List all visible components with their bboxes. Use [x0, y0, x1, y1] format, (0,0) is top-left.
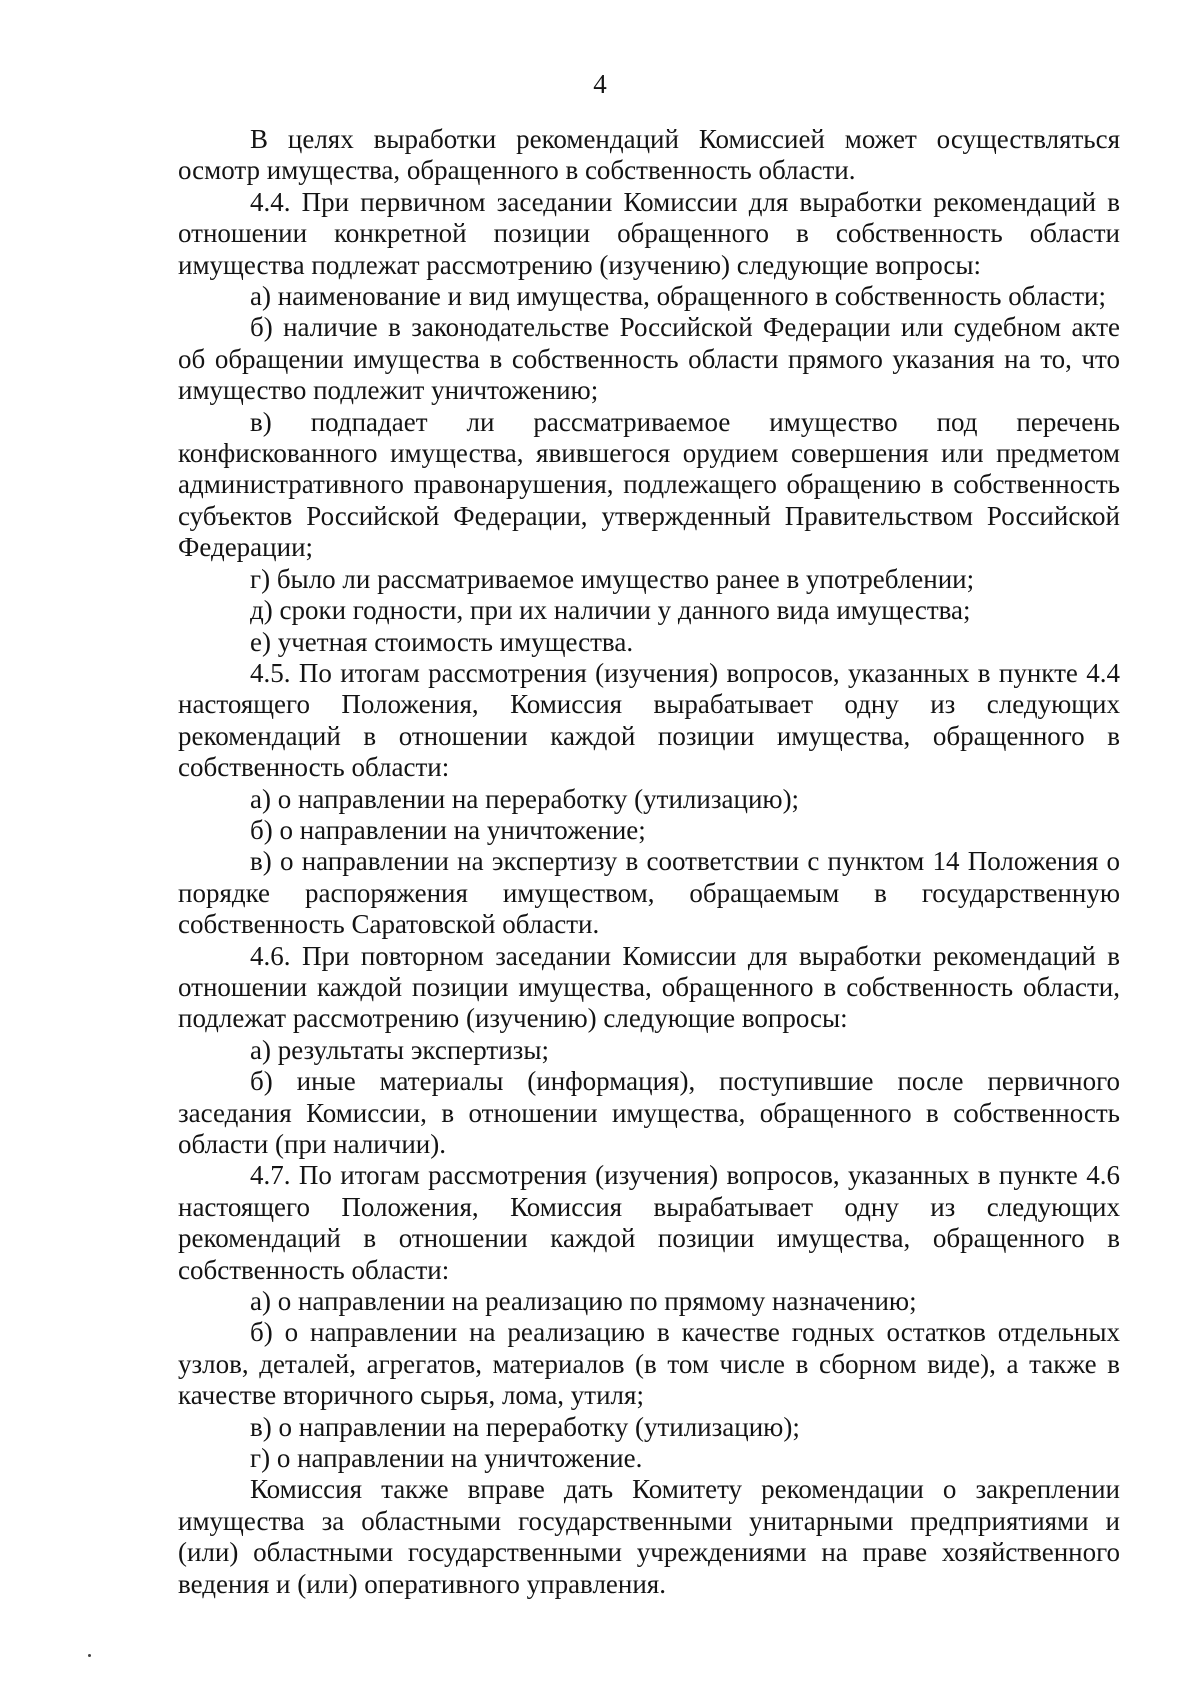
paragraph-4-4: 4.4. При первичном заседании Комиссии для выработки рекомендаций в отношении конкретной позиции обращенного в собственность области имущества подлежат рассмотрению (изучению) следующие вопросы: [178, 186, 1120, 280]
list-item-4-7-b: б) о направлении на реализацию в качестве годных остатков отдельных узлов, деталей, агрегатов, материалов (в том числе в сборном виде), а также в качестве вторичного сырья, лома, утиля; [178, 1317, 1120, 1411]
page-number: 4 [593, 69, 607, 99]
list-item-4-6-a: а) результаты экспертизы; [250, 1034, 549, 1065]
paragraph-4-6: 4.6. При повторном заседании Комиссии для выработки рекомендаций в отношении каждой позиции имущества, обращенного в собственность области, подлежат рассмотрению (изучению) следующие вопросы: [178, 940, 1120, 1034]
list-item-4-4-e: е) учетная стоимость имущества. [250, 626, 634, 657]
list-item-4-5-a: а) о направлении на переработку (утилизацию); [250, 783, 800, 814]
paragraph-4-7: 4.7. По итогам рассмотрения (изучения) вопросов, указанных в пункте 4.6 настоящего Положения, Комиссия вырабатывает одну из следующих рекомендаций в отношении каждой позиции имущества, обращенного в собственность области: [178, 1160, 1120, 1285]
paragraph-4-5: 4.5. По итогам рассмотрения (изучения) вопросов, указанных в пункте 4.4 настоящего Положения, Комиссия вырабатывает одну из следующих рекомендаций в отношении каждой позиции имущества, обращенного в собственность области: [178, 657, 1120, 783]
list-item-4-5-v: в) о направлении на экспертизу в соответствии с пунктом 14 Положения о порядке распоряжения имуществом, обращаемым в государственную собственность Саратовской области. [178, 846, 1120, 940]
list-item-4-5-b: б) о направлении на уничтожение; [250, 814, 646, 845]
document-body [178, 124, 1120, 1600]
list-item-4-7-v: в) о направлении на переработку (утилизацию); [250, 1411, 800, 1442]
list-item-4-4-d: д) сроки годности, при их наличии у данного вида имущества; [250, 595, 971, 626]
list-item-4-4-a: а) наименование и вид имущества, обращенного в собственность области; [250, 281, 1106, 312]
list-item-4-4-g: г) было ли рассматриваемое имущество ранее в употреблении; [250, 563, 975, 594]
paragraph-inspection: В целях выработки рекомендаций Комиссией может осуществляться осмотр имущества, обращенного в собственность области. [178, 124, 1120, 186]
list-item-4-7-a: а) о направлении на реализацию по прямому назначению; [250, 1286, 917, 1317]
paragraph-committee-recommendations: Комиссия также вправе дать Комитету рекомендации о закреплении имущества за областными государственными унитарными предприятиями и (или) областными государственными учреждениями на праве хозяйственного ведения и (или) оперативного управления. [178, 1474, 1120, 1599]
list-item-4-7-g: г) о направлении на уничтожение. [250, 1443, 643, 1474]
list-item-4-4-v: в) подпадает ли рассматриваемое имущество под перечень конфискованного имущества, явившегося орудием совершения или предметом административного правонарушения, подлежащего обращению в собственность субъектов Российской Федерации, утвержденный Правительством Российской Федерации; [178, 406, 1120, 563]
list-item-4-6-b: б) иные материалы (информация), поступившие после первичного заседания Комиссии, в отношении имущества, обращенного в собственность области (при наличии). [178, 1066, 1120, 1159]
scan-speck [88, 1654, 91, 1657]
list-item-4-4-b: б) наличие в законодательстве Российской Федерации или судебном акте об обращении имущества в собственность области прямого указания на то, что имущество подлежит уничтожению; [178, 312, 1120, 406]
